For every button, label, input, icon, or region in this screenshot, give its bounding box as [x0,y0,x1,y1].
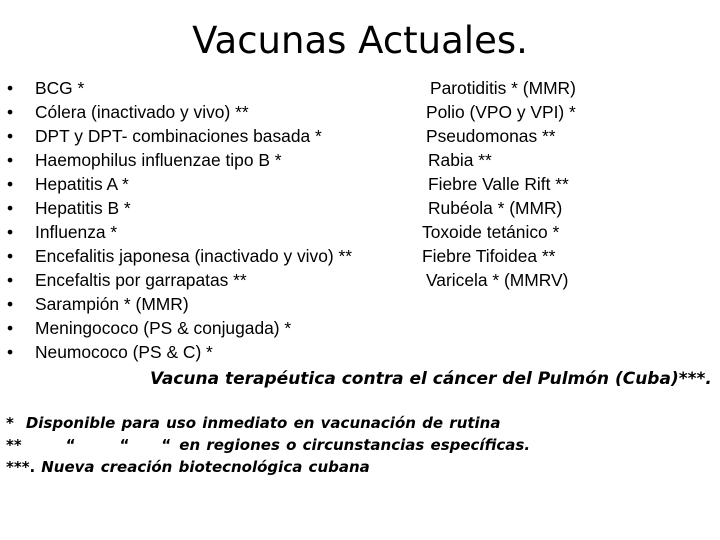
vaccine-name: Encefaltis por garrapatas ** [35,270,247,290]
vaccine-list-right [416,76,576,292]
list-item: Fiebre Tifoidea ** [422,246,556,266]
bullet-icon: • [6,342,14,362]
vaccine-name: Neumococo (PS & C) * [35,342,213,362]
vaccine-name: Influenza * [35,222,118,242]
bullet-icon: • [6,246,14,266]
list-item: Varicela * (MMRV) [426,270,569,290]
vaccine-name: Hepatitis A * [35,174,129,194]
vaccine-name: Haemophilus influenzae tipo B * [35,150,282,170]
vaccine-name: DPT y DPT- combinaciones basada * [35,126,322,146]
vaccine-name: Cólera (inactivado y vivo) ** [35,102,249,122]
vaccine-name: BCG * [35,78,85,98]
bullet-icon: • [6,174,14,194]
footnote-text: Disponible para uso inmediato en vacunación de rutina [25,414,501,432]
ditto-mark: “ [119,436,130,454]
footnote-mark: ***. [6,458,36,476]
list-item: Fiebre Valle Rift ** [428,174,569,194]
list-item: Parotiditis * (MMR) [430,78,576,98]
vaccine-name: Encefalitis japonesa (inactivado y vivo) ** [35,246,353,266]
footnote-mark: * [6,414,14,432]
therapeutic-vaccine-note: Vacuna terapéutica contra el cáncer del Pulmón (Cuba)***. [150,369,712,389]
list-item: Pseudomonas ** [426,126,556,146]
bullet-icon: • [6,102,14,122]
bullet-icon: • [6,78,14,98]
ditto-mark: “ [161,436,172,454]
footnote-text: en regiones o circunstancias específicas. [179,436,531,454]
vaccine-name: Meningococo (PS & conjugada) * [35,318,292,338]
bullet-icon: • [6,222,14,242]
bullet-icon: • [6,318,14,338]
footnote-text: Nueva creación biotecnológica cubana [41,458,370,476]
list-item: Polio (VPO y VPI) * [426,102,576,122]
footnote-line [6,456,530,478]
vaccine-name: Sarampión * (MMR) [35,294,189,314]
bullet-icon: • [6,126,14,146]
page-title: Vacunas Actuales. [192,19,528,62]
bullet-icon: • [6,150,14,170]
footnote-mark: ** [6,436,22,454]
ditto-mark: “ [65,436,76,454]
footnote-line [6,412,530,434]
vaccine-name: Hepatitis B * [35,198,131,218]
bullet-icon: • [6,198,14,218]
list-item: Rubéola * (MMR) [428,198,563,218]
list-item: Toxoide tetánico * [422,222,560,242]
list-item: Rabia ** [428,150,492,170]
bullet-icon: • [6,270,14,290]
bullet-icon: • [6,294,14,314]
footnotes [6,412,530,478]
footnote-line [6,434,530,456]
